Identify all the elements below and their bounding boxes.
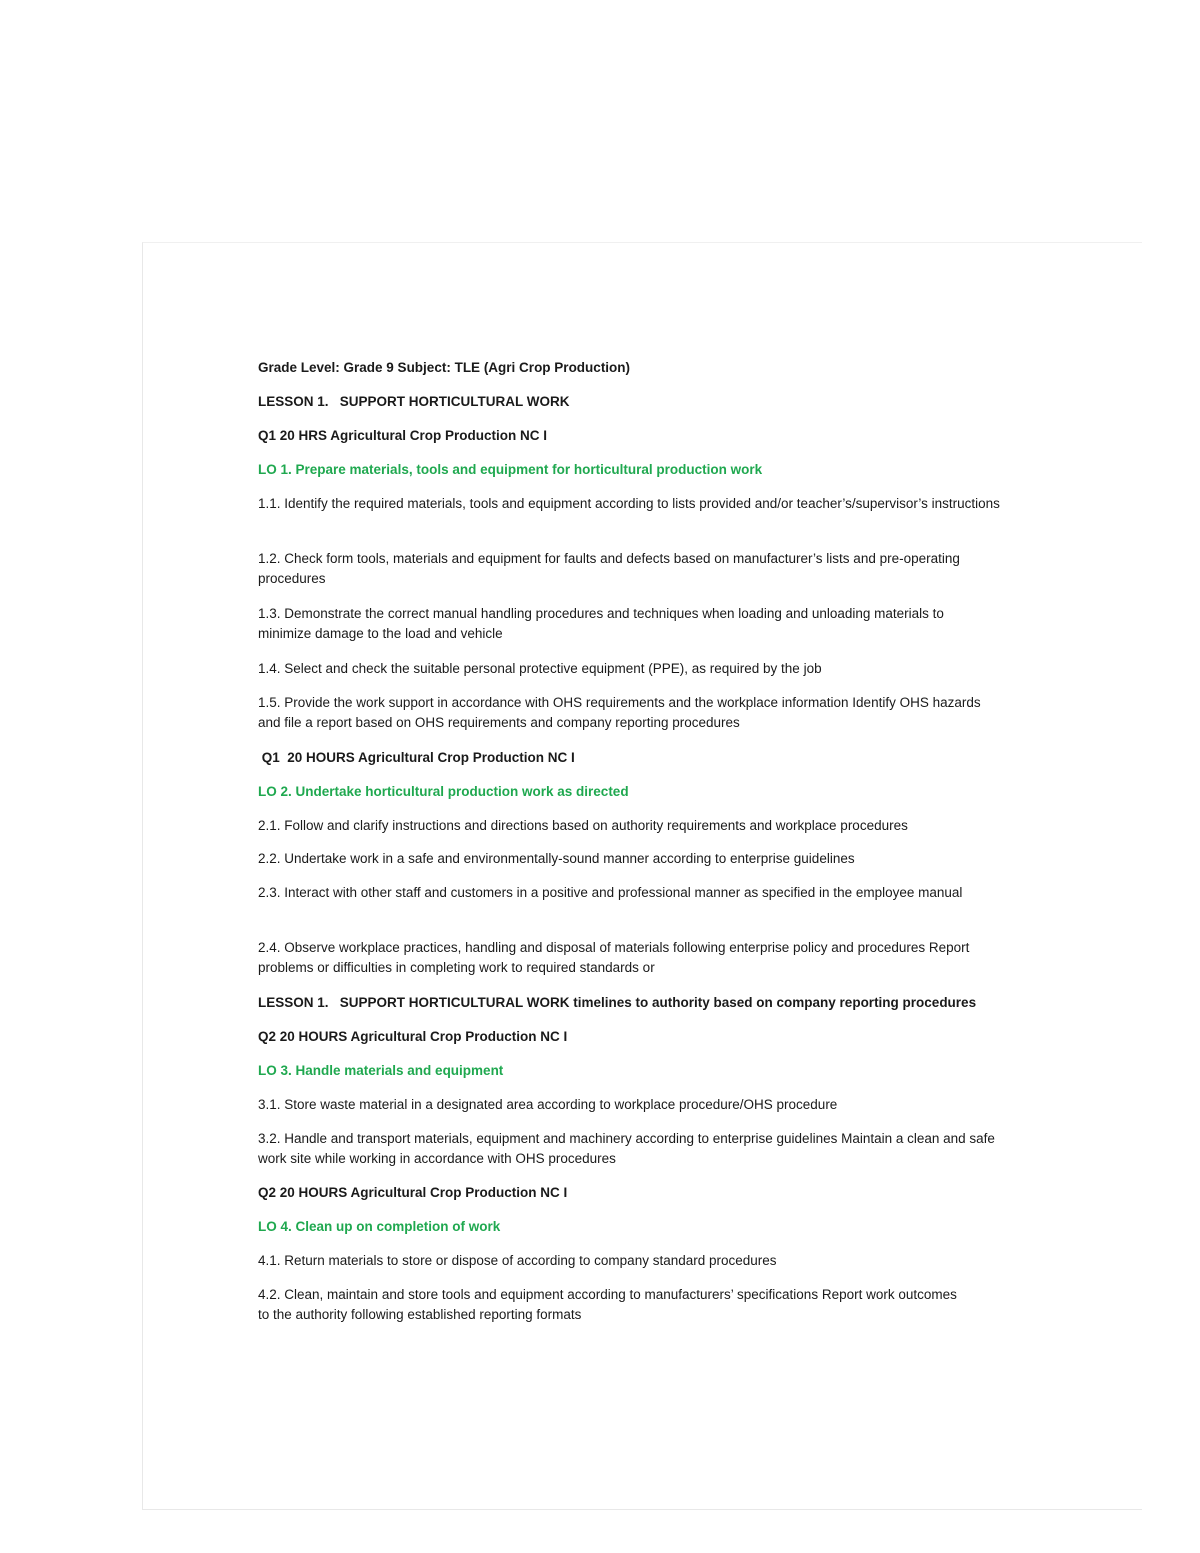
item-3-1: 3.1. Store waste material in a designated area according to workplace procedure/OHS procedure <box>258 1097 838 1112</box>
item-2-1: 2.1. Follow and clarify instructions and directions based on authority requirements and workplace procedures <box>258 818 908 833</box>
item-1-2: 1.2. Check form tools, materials and equipment for faults and defects based on manufacturer’s lists and pre-operating procedures <box>258 551 964 586</box>
quarter-heading: Q2 20 HOURS Agricultural Crop Production NC I <box>258 1185 568 1200</box>
item-4-1: 4.1. Return materials to store or dispose of according to company standard procedures <box>258 1253 777 1268</box>
item-4-2: 4.2. Clean, maintain and store tools and equipment according to manufacturers’ specifications Report work outcomes to the authority following established reporting formats <box>258 1287 961 1322</box>
item-2-4: 2.4. Observe workplace practices, handling and disposal of materials following enterprise policy and procedures Report problems or difficulties in completing work to required standards or <box>258 940 974 975</box>
learning-outcome-1: LO 1. Prepare materials, tools and equipment for horticultural production work <box>258 462 763 477</box>
lesson-title-continued: LESSON 1. SUPPORT HORTICULTURAL WORK timelines to authority based on company reporting procedures <box>258 995 977 1010</box>
item-1-4: 1.4. Select and check the suitable personal protective equipment (PPE), as required by the job <box>258 661 822 676</box>
item-1-3: 1.3. Demonstrate the correct manual handling procedures and techniques when loading and unloading materials to minimize damage to the load and vehicle <box>258 606 948 641</box>
item-3-2: 3.2. Handle and transport materials, equipment and machinery according to enterprise guidelines Maintain a clean and safe work site while working in accordance with OHS procedures <box>258 1131 999 1166</box>
item-2-3: 2.3. Interact with other staff and customers in a positive and professional manner as specified in the employee manual <box>258 885 963 900</box>
document-header: Grade Level: Grade 9 Subject: TLE (Agri Crop Production) <box>258 360 631 375</box>
item-1-5: 1.5. Provide the work support in accordance with OHS requirements and the workplace information Identify OHS hazards and file a report based on OHS requirements and company reporting procedures <box>258 695 985 730</box>
learning-outcome-4: LO 4. Clean up on completion of work <box>258 1219 501 1234</box>
lesson-title: LESSON 1. SUPPORT HORTICULTURAL WORK <box>258 394 570 409</box>
quarter-heading: Q1 20 HOURS Agricultural Crop Production NC I <box>258 750 575 765</box>
learning-outcome-2: LO 2. Undertake horticultural production work as directed <box>258 784 629 799</box>
quarter-heading: Q2 20 HOURS Agricultural Crop Production NC I <box>258 1029 568 1044</box>
item-2-2: 2.2. Undertake work in a safe and environmentally-sound manner according to enterprise guidelines <box>258 851 855 866</box>
quarter-heading: Q1 20 HRS Agricultural Crop Production NC I <box>258 428 548 443</box>
learning-outcome-3: LO 3. Handle materials and equipment <box>258 1063 504 1078</box>
item-1-1: 1.1. Identify the required materials, tools and equipment according to lists provided and/or teacher’s/supervisor’s instructions <box>258 496 1000 511</box>
